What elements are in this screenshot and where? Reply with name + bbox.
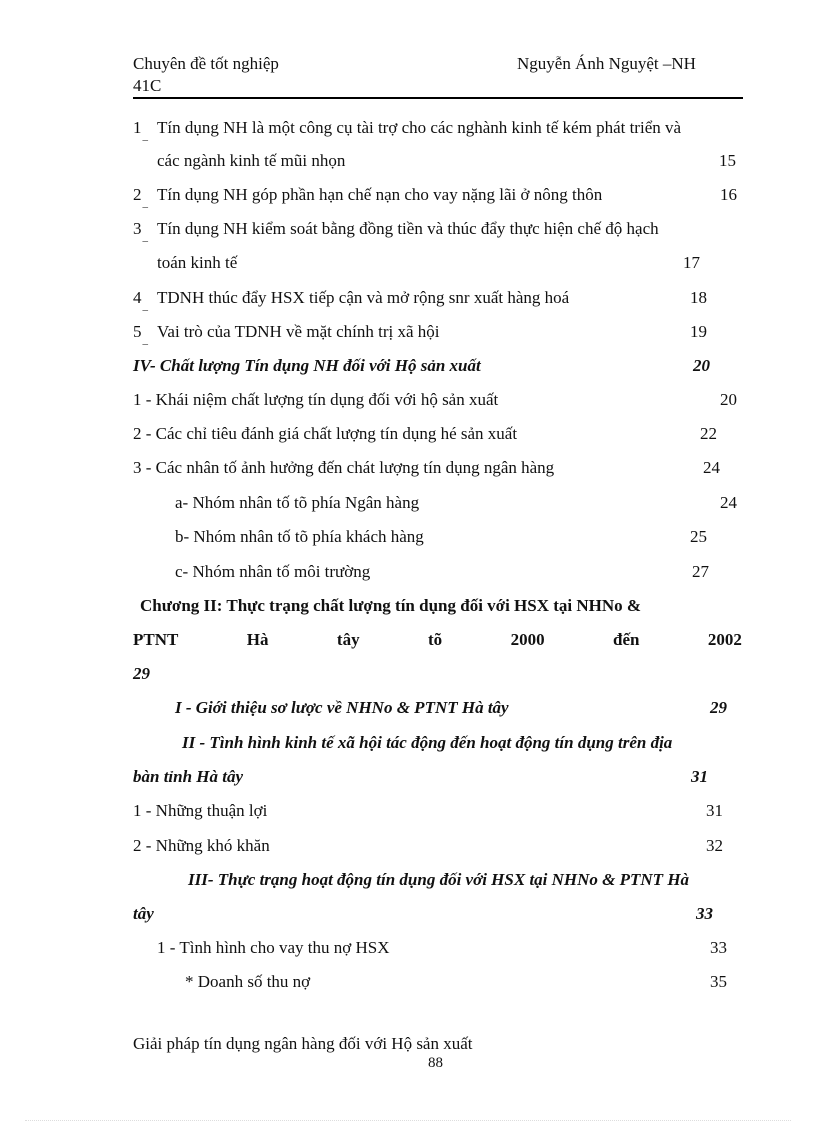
toc-entry-iv-3b: b- Nhóm nhân tố tõ phía khách hàng [175,527,424,546]
toc-entry-2-text: Tín dụng NH góp phần hạn chế nạn cho vay nặng lãi ở nông thôn [157,185,603,204]
toc-chapter-ii-word: 2002 [707,630,742,649]
toc-entry-1 [157,118,740,138]
toc-page-ii: 31 [691,767,708,786]
toc-heading-iv: IV- Chất lượng Tín dụng NH đối với Hộ sản xuất [133,356,481,375]
toc-page-4: 18 [690,288,707,307]
toc-chapter-ii-word: tõ [428,630,443,649]
toc-page-iii-1a: 35 [710,972,727,991]
toc-entry-iv-3a: a- Nhóm nhân tố tõ phía Ngân hàng [175,493,420,512]
toc-heading-iii-cont: tây [133,904,154,923]
toc-entry-1-cont: các ngành kinh tế mũi nhọn [157,151,346,170]
header-left-line2: 41C [133,76,162,95]
toc-entry-ii-1: 1 - Những thuận lợi [133,801,268,820]
toc-marker-1: $1_{\_}$ [133,118,148,142]
header-right: Nguyễn Ánh Nguyệt –NH [517,54,696,73]
toc-chapter-ii-word: tây [336,630,360,649]
toc-entry-4-text: TDNH thúc đẩy HSX tiếp cận và mở rộng snr xuất hàng hoá [157,288,570,307]
toc-entry-iv-1: 1 - Khái niệm chất lượng tín dụng đối với hộ sản xuất [133,390,499,409]
toc-chapter-ii-word: Hà [246,630,269,649]
toc-page-iv-3a: 24 [720,493,737,512]
toc-chapter-ii: Chương II: Thực trạng chất lượng tín dụng đối với HSX tại NHNo & [140,596,642,615]
toc-page-ii-2: 32 [706,836,723,855]
toc-page-iii-1: 33 [710,938,727,957]
footer-page-number: 88 [428,1055,443,1071]
toc-marker-5: $5_{\_}$ [133,322,148,346]
toc-entry-iii-1: 1 - Tình hình cho vay thu nợ HSX [157,938,390,957]
toc-chapter-ii-word: PTNT [133,630,179,649]
header-left: Chuyên đề tốt nghiệp [133,54,279,73]
toc-chapter-ii-word: 2000 [510,630,545,649]
toc-heading-i: I - Giới thiệu sơ lược về NHNo & PTNT Hà tây [175,698,509,717]
toc-page-i: 29 [710,698,727,717]
toc-page-iii: 33 [696,904,713,923]
toc-entry-3-text: Tín dụng NH kiểm soát bằng đồng tiền và thúc đẩy thực hiện chế độ hạch [157,219,659,238]
toc-heading-ii: II - Tình hình kinh tế xã hội tác động đến hoạt động tín dụng trên địa [182,733,673,752]
page-bottom-divider [25,1120,791,1121]
toc-marker-3: $3_{\_}$ [133,219,148,243]
toc-entry-5-text: Vai trò của TDNH về mặt chính trị xã hội [157,322,440,341]
header-rule [133,97,743,99]
toc-page-iv-3c: 27 [692,562,709,581]
toc-entry-iii-1a: * Doanh số thu nợ [185,972,311,991]
toc-marker-2: $2_{\_}$ [133,185,148,209]
toc-page-iv-1: 20 [720,390,737,409]
toc-page-iv-3b: 25 [690,527,707,546]
toc-entry-ii-2: 2 - Những khó khăn [133,836,270,855]
toc-entry-iv-3c: c- Nhóm nhân tố môi trường [175,562,371,581]
toc-entry-iv-3: 3 - Các nhân tố ảnh hưởng đến chát lượng tín dụng ngân hàng [133,458,555,477]
toc-page-5: 19 [690,322,707,341]
toc-page-2: 16 [720,185,737,204]
toc-chapter-ii-word: đến [613,630,640,649]
toc-chapter-ii-line2 [133,630,742,650]
toc-entry-3-cont: toán kinh tế [157,253,238,272]
toc-page-ii-1: 31 [706,801,723,820]
footer-title: Giải pháp tín dụng ngân hàng đối với Hộ sản xuất [133,1034,473,1053]
toc-page-iv: 20 [693,356,710,375]
toc-page-1: 15 [719,151,736,170]
toc-heading-ii-cont: bàn tỉnh Hà tây [133,767,244,786]
toc-entry-1-text: Tín dụng NH là một công cụ tài trợ cho các nghành kinh tế kém phát triển và [157,118,682,137]
toc-marker-4: $4_{\_}$ [133,288,148,312]
toc-page-chapter-ii: 29 [133,664,150,683]
toc-page-iv-2: 22 [700,424,717,443]
toc-entry-iv-2: 2 - Các chỉ tiêu đánh giá chất lượng tín dụng hé sản xuất [133,424,518,443]
toc-page-3: 17 [683,253,700,272]
toc-heading-iii: III- Thực trạng hoạt động tín dụng đối với HSX tại NHNo & PTNT Hà [188,870,690,889]
toc-page-iv-3: 24 [703,458,720,477]
